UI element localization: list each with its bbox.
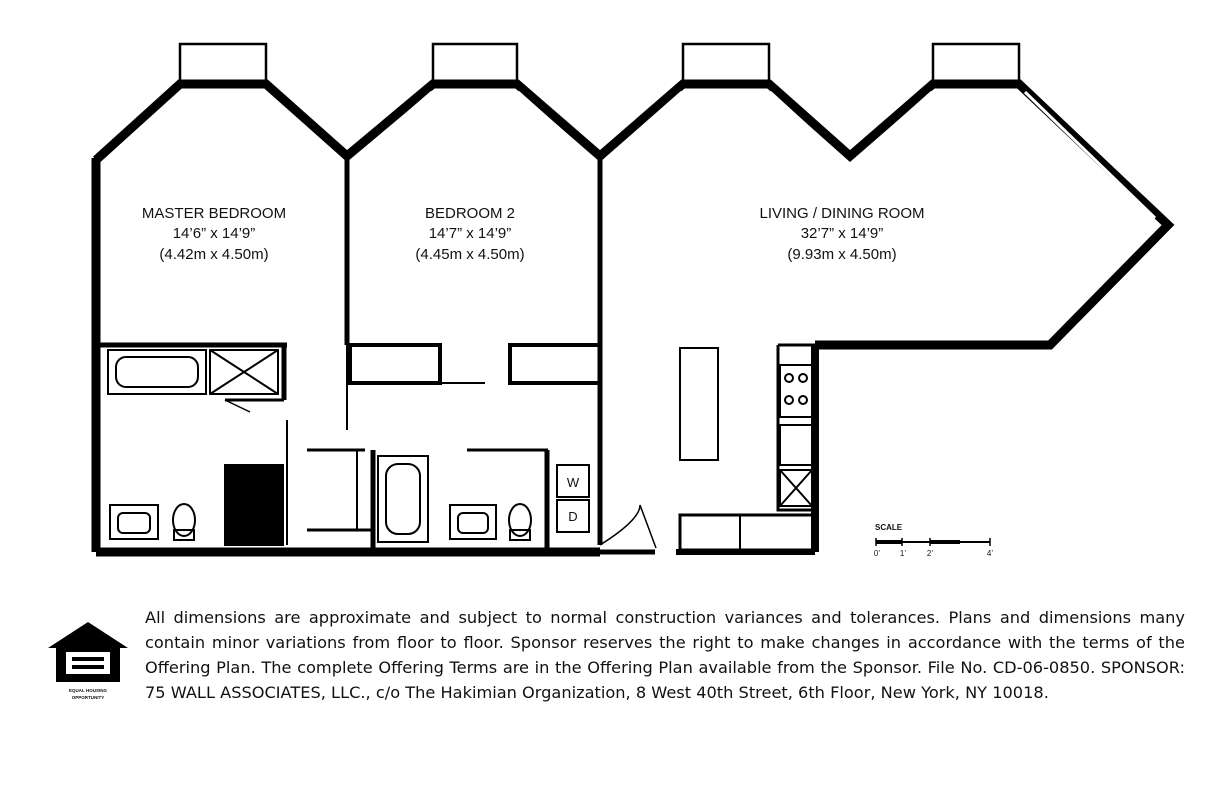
- living-room-dim-metric: (9.93m x 4.50m): [787, 246, 897, 263]
- scale-tick-4: 4’: [986, 549, 994, 558]
- living-room-name: LIVING / DINING ROOM: [759, 205, 925, 222]
- scale-tick-0: 0’: [873, 549, 881, 558]
- dryer-label: D: [568, 509, 578, 524]
- equal-housing-logo: [44, 620, 132, 705]
- logo-line2: OPPORTUNITY: [71, 695, 105, 700]
- master-bedroom-name: MASTER BEDROOM: [141, 205, 287, 222]
- scale-bar: [874, 523, 993, 558]
- bedroom2-dim-imperial: 14’7” x 14’9”: [428, 225, 512, 242]
- kitchen-island: [680, 348, 718, 460]
- master-toilet: [173, 504, 195, 536]
- bedroom2-name: BEDROOM 2: [424, 205, 516, 222]
- scale-title: SCALE: [875, 523, 903, 532]
- range: [780, 365, 812, 417]
- bedroom2-dim-metric: (4.45m x 4.50m): [415, 246, 525, 263]
- washer-label: W: [566, 475, 580, 490]
- disclaimer-text: All dimensions are approximate and subject to normal construction variances and tolerances. Plans and dimensions many contain minor variations from floor to floor. Sponsor reserves the right to make changes in accordance with the terms of the Offering Plan. The complete Offering Terms are in the Offering Plan available from the Sponsor. File No. CD-06-0850. SPONSOR: 75 WALL ASSOCIATES, LLC., c/o The Hakimian Organization, 8 West 40th Street, 6th Floor, New York, NY 10018.: [145, 608, 1185, 702]
- master-bedroom-dim-imperial: 14’6” x 14’9”: [172, 225, 256, 242]
- hall-toilet: [509, 504, 531, 536]
- master-bedroom-dim-metric: (4.42m x 4.50m): [159, 246, 269, 263]
- living-room-dim-imperial: 32’7” x 14’9”: [800, 225, 884, 242]
- doors: [225, 400, 656, 548]
- scale-tick-1: 1’: [899, 549, 907, 558]
- scale-tick-2: 2’: [926, 549, 934, 558]
- logo-line1: EQUAL HOUSING: [69, 688, 107, 693]
